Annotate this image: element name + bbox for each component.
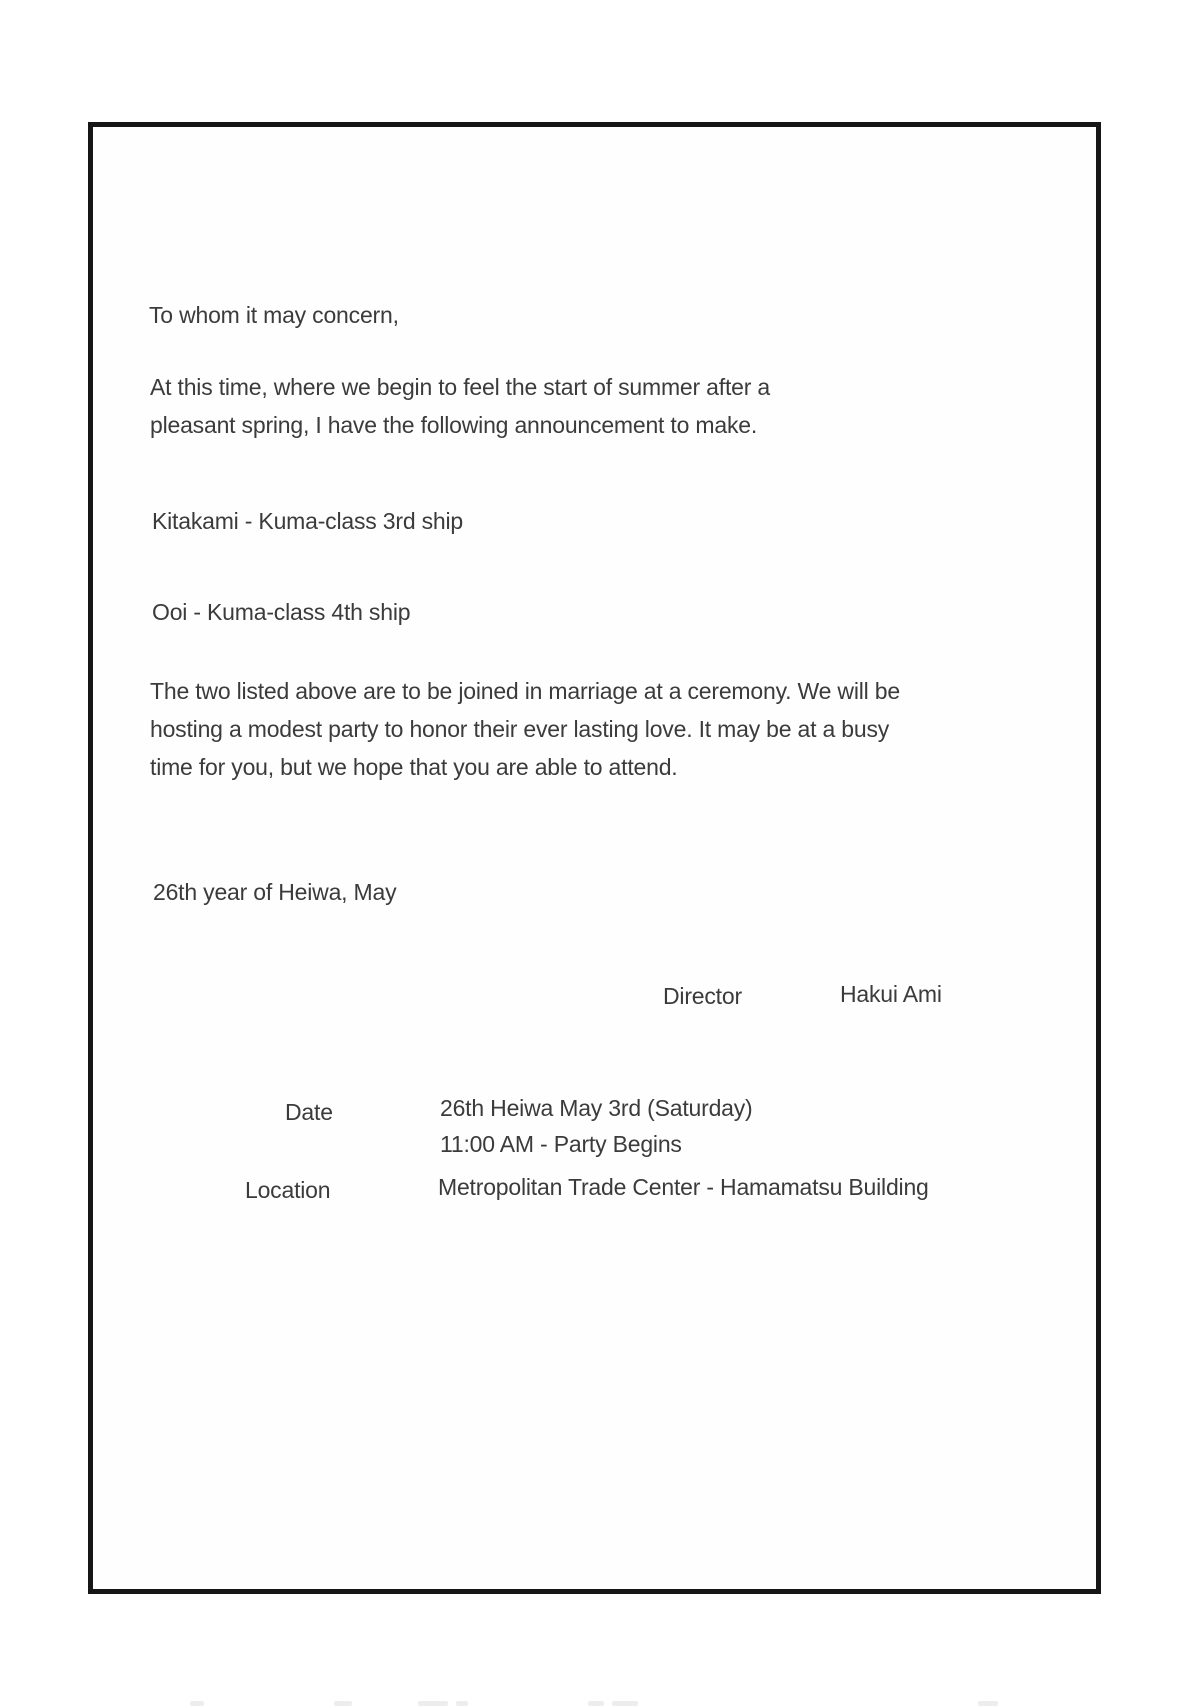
letter-page-frame xyxy=(88,122,1101,1594)
scan-artifact xyxy=(190,1701,204,1706)
signature-name: Hakui Ami xyxy=(840,981,942,1007)
body-paragraph: The two listed above are to be joined in marriage at a ceremony. We will be hosting a modest party to honor their ever lasting love. It may be at a busy time for you, but we hope that you are able to attend. xyxy=(150,678,900,780)
scan-artifact xyxy=(978,1701,998,1706)
date-value: 26th Heiwa May 3rd (Saturday) 11:00 AM - Party Begins xyxy=(440,1095,753,1157)
scan-artifact xyxy=(418,1701,448,1706)
ship-line-kitakami: Kitakami - Kuma-class 3rd ship xyxy=(152,508,463,534)
scan-artifact xyxy=(612,1701,638,1706)
era-date: 26th year of Heiwa, May xyxy=(153,879,397,905)
salutation: To whom it may concern, xyxy=(149,302,399,328)
location-label: Location xyxy=(245,1177,331,1203)
opening-paragraph: At this time, where we begin to feel the start of summer after a pleasant spring, I have the following announcement to make. xyxy=(150,374,770,438)
scan-artifact xyxy=(456,1701,468,1706)
location-value: Metropolitan Trade Center - Hamamatsu Building xyxy=(438,1174,929,1200)
scan-artifact xyxy=(588,1701,604,1706)
scan-artifact xyxy=(334,1701,352,1706)
date-label: Date xyxy=(285,1099,333,1125)
ship-line-ooi: Ooi - Kuma-class 4th ship xyxy=(152,599,411,625)
signature-title: Director xyxy=(663,983,742,1009)
